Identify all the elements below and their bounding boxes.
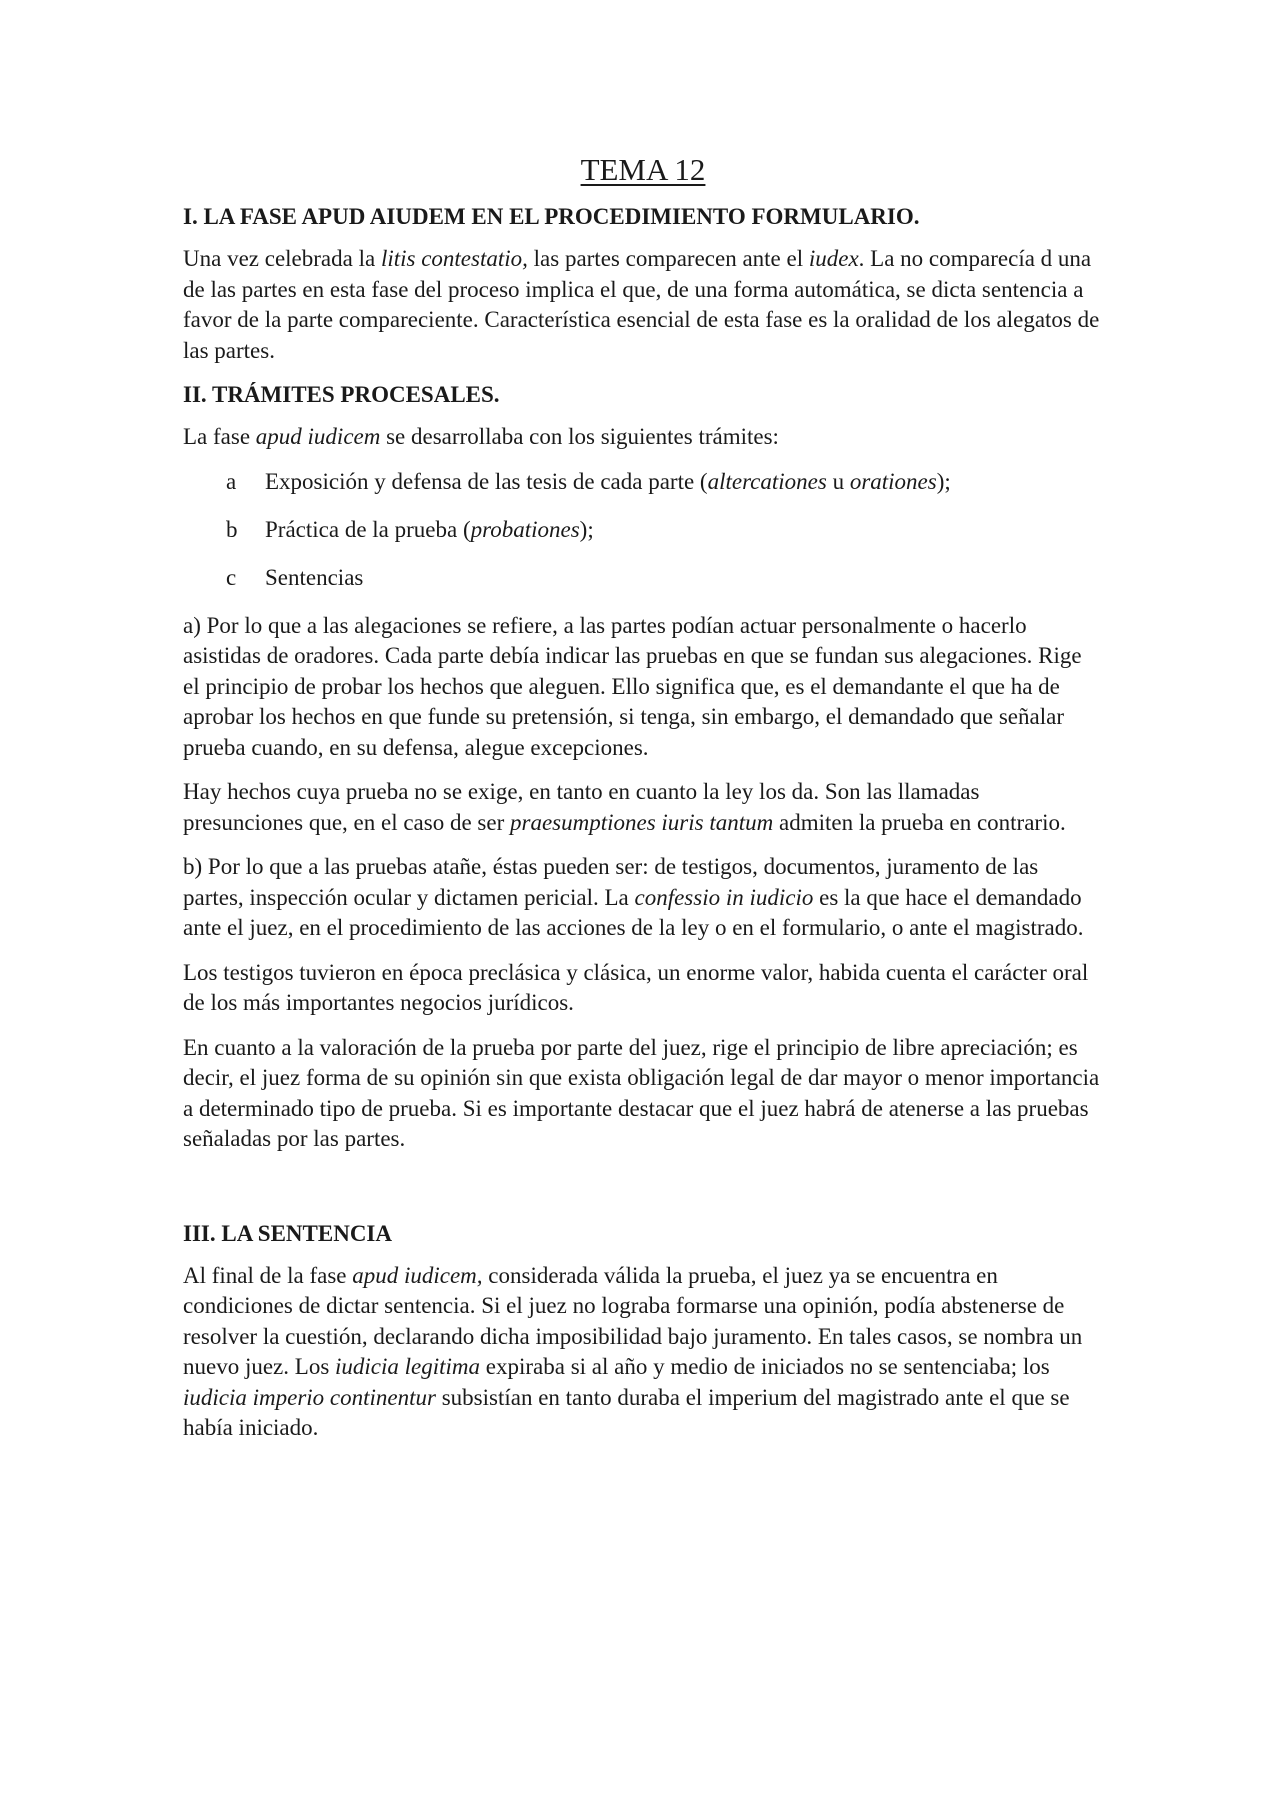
spacer <box>183 1169 1103 1219</box>
text-run: las partes comparecen ante el <box>527 246 809 271</box>
list-marker: b <box>226 516 238 542</box>
paragraph-testigos: Los testigos tuvieron en época preclásica y clásica, un enorme valor, habida cuenta el carácter oral de los más importantes negocios jurídicos. <box>183 959 1089 1015</box>
text-run: ); <box>936 468 951 494</box>
italic-term: iudex <box>808 246 859 271</box>
text-run: considerada válida la prueba, el juez ya se encuentra en condiciones de dictar sentencia. Si el juez no lograba formarse una opinión, podía abstenerse de resolver la cuestión, declarando dicha imposibilidad bajo juramento. En tales casos, se nombra un nuevo juez. Los <box>183 1262 1083 1379</box>
italic-term: apud iudicem <box>255 424 381 449</box>
paragraph-intro-tramites <box>183 422 1103 453</box>
italic-term: praesumptiones iuris tantum <box>510 809 774 835</box>
paragraph-sentencia <box>183 1261 1103 1444</box>
italic-term: orationes <box>849 468 937 494</box>
text-run: . La no comparecía d una de las partes en esta fase del proceso implica el que, de una forma automática, se dicta sentencia a favor de la parte compareciente. Característica esencial de esta fase es la oralidad de los alegatos de las partes. <box>183 246 1100 363</box>
list-item <box>183 515 1103 545</box>
document-title: TEMA 12 <box>580 152 706 187</box>
text-run: subsistían en tanto duraba el imperium del magistrado ante el que se había iniciado. <box>183 1384 1070 1440</box>
text-run: Exposición y defensa de las tesis de cada parte ( <box>265 468 708 494</box>
italic-term: iudicia imperio continentur <box>183 1384 436 1410</box>
text-run: La fase <box>183 424 256 449</box>
text-run: b) Por lo que a las pruebas atañe, éstas pueden ser: de testigos, documentos, juramento de las partes, inspección ocular y dictamen pericial. La <box>183 854 1039 910</box>
italic-term: iudicia legitima <box>335 1354 481 1379</box>
text-run: se desarrollaba con los siguientes trámites: <box>380 424 779 449</box>
italic-term: apud iudicem, <box>352 1262 483 1288</box>
section-heading-2: II. TRÁMITES PROCESALES. <box>183 382 500 407</box>
text-run: Al final de la fase <box>183 1262 353 1288</box>
paragraph-alegaciones: a) Por lo que a las alegaciones se refiere, a las partes podían actuar personalmente o hacerlo asistidas de oradores. Cada parte debía indicar las pruebas en que se fundan sus alegaciones. Rige el principio de probar los hechos que aleguen. Ello significa que, es el demandante el que ha de aprobar los hechos en que funde su pretensión, si tenga, sin embargo, el demandado que señalar prueba cuando, en su defensa, alegue excepciones. <box>183 612 1082 760</box>
text-run: Una vez celebrada la <box>183 246 381 271</box>
italic-term: altercationes <box>707 468 827 494</box>
section-heading-1: I. LA FASE APUD AIUDEM EN EL PROCEDIMIENTO FORMULARIO. <box>183 204 920 229</box>
text-run: es la que hace el demandado ante el juez, en el procedimiento de las acciones de la ley o en el formulario, o ante el magistrado. <box>183 884 1084 940</box>
text-run: u <box>826 468 850 494</box>
paragraph-valoracion: En cuanto a la valoración de la prueba por parte del juez, rige el principio de libre apreciación; es decir, el juez forma de su opinión sin que exista obligación legal de dar mayor o menor importancia a determinado tipo de prueba. Si es importante destacar que el juez habrá de atenerse a las pruebas señaladas por las partes. <box>183 1034 1100 1151</box>
paragraph-presunciones <box>183 777 1103 838</box>
tramites-list <box>183 467 1103 593</box>
paragraph-litis-contestatio <box>183 244 1103 366</box>
text-run: admiten la prueba en contrario. <box>773 809 1066 835</box>
document-page <box>183 148 1103 1458</box>
section-heading-3: III. LA SENTENCIA <box>183 1220 392 1246</box>
text-run: Práctica de la prueba ( <box>265 516 471 542</box>
list-item-text <box>265 467 951 497</box>
text-run: Hay hechos cuya prueba no se exige, en tanto en cuanto la ley los da. Son las llamadas presunciones que, en el caso de ser <box>183 779 980 835</box>
list-item <box>183 563 1103 593</box>
list-item-text <box>265 515 594 545</box>
italic-term: probationes <box>470 516 580 542</box>
list-marker: a <box>226 468 237 494</box>
text-run: expiraba si al año y medio de iniciados no se sentenciaba; los <box>480 1354 1050 1379</box>
list-marker: c <box>226 564 237 590</box>
italic-term: litis contestatio, <box>380 246 528 271</box>
italic-term: confessio in iudicio <box>634 884 814 910</box>
paragraph-pruebas <box>183 852 1103 944</box>
list-item <box>183 467 1103 497</box>
text-run: ); <box>579 516 594 542</box>
list-item-text: Sentencias <box>265 564 364 590</box>
